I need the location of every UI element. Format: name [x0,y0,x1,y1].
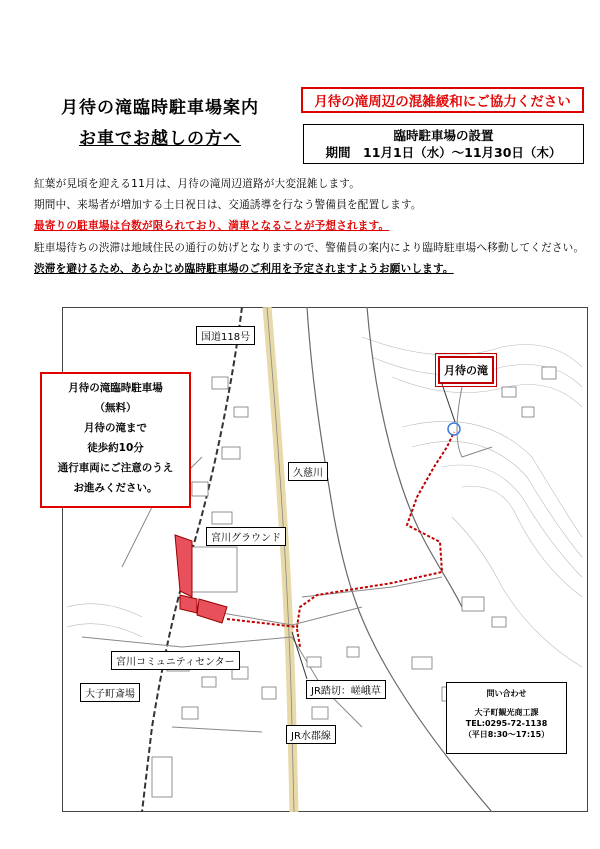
contact-hours: （平日8:30〜17:15） [463,730,550,739]
parking-info-line: 月待の滝臨時駐車場 [68,382,163,394]
period-dates: 期間 11月1日（水）〜11月30日（木） [325,145,562,160]
label-funeral-hall: 大子町斎場 [80,683,140,702]
parking-info-line: （無料） [94,402,137,414]
red-notice-text: 月待の滝周辺の混雑緩和にご協力ください [314,94,571,110]
contact-phone: TEL:0295-72-1138 [465,719,548,728]
page-subtitle: お車でお越しの方へ [79,129,241,149]
contact-office: 大子町観光商工課 [474,708,539,717]
label-jr-line: JR水郡線 [286,725,336,744]
contact-box [446,682,567,754]
label-crossing: JR踏切：嵯峨草 [306,680,386,699]
label-community-center: 宮川コミュニティセンター [111,651,240,670]
parking-info-line: 通行車両にご注意のうえ [57,462,174,474]
body-line-5: 渋滞を避けるため、あらかじめ臨時駐車場のご利用を予定されますようお願いします。 [34,263,454,275]
parking-info-line: お進みください。 [73,482,158,494]
parking-info-line: 徒歩約10分 [87,442,144,454]
label-route118: 国道118号 [196,326,255,345]
parking-info-box [40,372,191,508]
body-line-3: 最寄りの駐車場は台数が限られており、満車となることが予想されます。 [34,220,390,232]
body-line-2: 期間中、来場者が増加する土日祝日は、交通誘導を行なう警備員を配置します。 [34,199,422,211]
label-river: 久慈川 [288,462,328,481]
parking-info-line: 月待の滝まで [84,422,147,434]
falls-label: 月待の滝 [438,356,494,384]
red-notice-box [301,87,584,113]
page-title: 月待の滝臨時駐車場案内 [61,98,259,118]
body-line-4: 駐車場待ちの渋滞は地域住民の通行の妨げとなりますので、警備員の案内により臨時駐車場へ移動してください。 [34,242,585,254]
body-line-1: 紅葉が見頃を迎える11月は、月待の滝周辺道路が大変混雑します。 [34,178,361,190]
contact-heading: 問い合わせ [486,689,527,698]
period-heading: 臨時駐車場の設置 [393,128,494,143]
label-ground: 宮川グラウンド [206,527,286,546]
period-box [303,124,584,164]
